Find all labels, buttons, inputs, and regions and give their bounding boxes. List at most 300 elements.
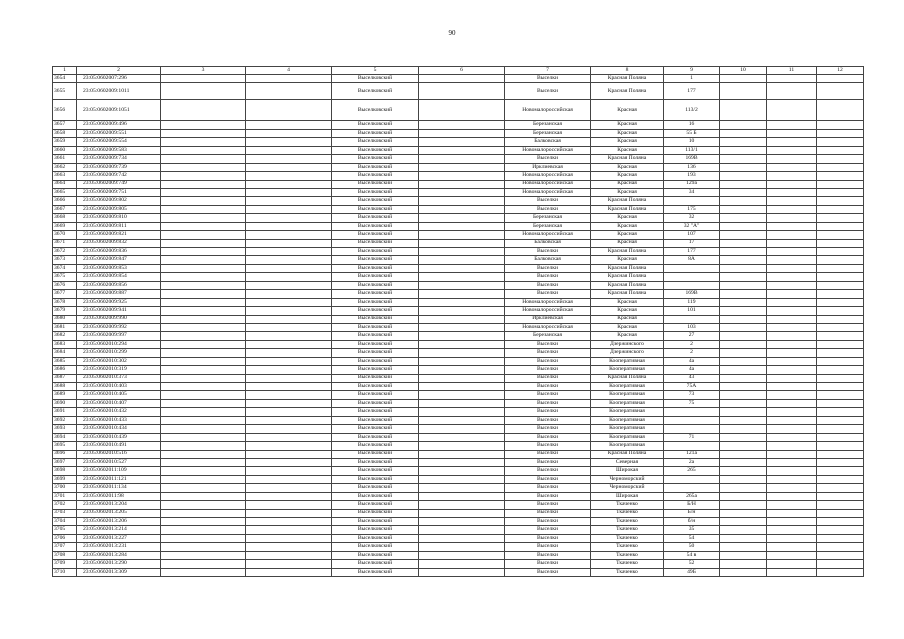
- table-cell: 23:05:0602010:405: [77, 391, 161, 399]
- table-cell: Выселки: [505, 399, 591, 407]
- table-cell: 71: [664, 433, 720, 441]
- table-cell: Кооперативная: [591, 425, 664, 433]
- table-cell: [664, 416, 720, 424]
- table-cell: [767, 205, 817, 213]
- table-cell: Черноморский: [591, 475, 664, 483]
- table-cell: Выселковский: [332, 290, 419, 298]
- table-cell: [720, 526, 767, 534]
- table-row: [53, 518, 864, 526]
- table-cell: [664, 264, 720, 272]
- table-row: [53, 543, 864, 551]
- table-cell: 23:05:0602013:206: [77, 518, 161, 526]
- table-cell: [419, 307, 505, 315]
- table-cell: [246, 290, 332, 298]
- table-cell: [246, 509, 332, 517]
- table-row: [53, 188, 864, 196]
- table-cell: Красная Поляна: [591, 197, 664, 205]
- table-cell: 169В: [664, 290, 720, 298]
- table-cell: Красная Поляна: [591, 281, 664, 289]
- table-cell: [720, 357, 767, 365]
- table-cell: Выселки: [505, 416, 591, 424]
- table-cell: Выселковский: [332, 366, 419, 374]
- table-cell: [161, 568, 246, 576]
- table-cell: Выселки: [505, 248, 591, 256]
- table-cell: Выселковский: [332, 163, 419, 171]
- table-cell: [246, 391, 332, 399]
- table-cell: [419, 484, 505, 492]
- table-cell: [817, 467, 864, 475]
- table-cell: [817, 458, 864, 466]
- table-cell: [767, 509, 817, 517]
- table-cell: 23:05:0602010:403: [77, 383, 161, 391]
- table-cell: [720, 425, 767, 433]
- table-cell: [161, 492, 246, 500]
- table-cell: 3701: [53, 492, 77, 500]
- table-cell: [817, 551, 864, 559]
- table-cell: Кооперативная: [591, 366, 664, 374]
- table-cell: [246, 332, 332, 340]
- table-cell: 3687: [53, 374, 77, 382]
- table-cell: 23:05:0602010:439: [77, 433, 161, 441]
- table-cell: [419, 534, 505, 542]
- table-cell: [817, 121, 864, 129]
- table-cell: [817, 416, 864, 424]
- table-cell: 23:05:0602009:887: [77, 290, 161, 298]
- table-cell: Выселки: [505, 281, 591, 289]
- table-cell: 3669: [53, 222, 77, 230]
- table-cell: [246, 349, 332, 357]
- table-cell: [720, 163, 767, 171]
- table-cell: [246, 366, 332, 374]
- table-row: [53, 172, 864, 180]
- table-cell: [664, 442, 720, 450]
- table-cell: [720, 374, 767, 382]
- table-cell: [767, 281, 817, 289]
- table-cell: [161, 501, 246, 509]
- table-cell: [419, 205, 505, 213]
- table-cell: Выселковский: [332, 442, 419, 450]
- table-cell: [767, 534, 817, 542]
- table-cell: Березанская: [505, 222, 591, 230]
- table-cell: [419, 458, 505, 466]
- table-cell: [817, 290, 864, 298]
- table-row: [53, 551, 864, 559]
- table-cell: [767, 239, 817, 247]
- table-cell: [767, 138, 817, 146]
- table-row: [53, 357, 864, 365]
- table-cell: [161, 509, 246, 517]
- table-cell: Березанская: [505, 121, 591, 129]
- table-cell: [767, 315, 817, 323]
- table-cell: [767, 560, 817, 568]
- table-cell: 23:05:0602009:832: [77, 239, 161, 247]
- table-row: [53, 315, 864, 323]
- table-cell: [161, 222, 246, 230]
- table-cell: [419, 264, 505, 272]
- table-cell: 3673: [53, 256, 77, 264]
- table-cell: 177: [664, 83, 720, 100]
- table-cell: 3654: [53, 75, 77, 83]
- table-cell: [419, 551, 505, 559]
- table-cell: 3684: [53, 349, 77, 357]
- table-row: [53, 399, 864, 407]
- table-cell: Выселки: [505, 450, 591, 458]
- table-cell: [817, 138, 864, 146]
- table-row: [53, 231, 864, 239]
- table-cell: 49Б: [664, 568, 720, 576]
- table-cell: 54 в: [664, 551, 720, 559]
- table-cell: [419, 509, 505, 517]
- table-row: [53, 366, 864, 374]
- table-cell: 3700: [53, 484, 77, 492]
- table-cell: [720, 492, 767, 500]
- table-cell: 3656: [53, 100, 77, 121]
- table-cell: Выселковский: [332, 248, 419, 256]
- table-cell: [767, 366, 817, 374]
- table-cell: Выселки: [505, 340, 591, 348]
- table-cell: [419, 501, 505, 509]
- table-cell: [817, 281, 864, 289]
- table-cell: Выселковский: [332, 349, 419, 357]
- table-cell: [817, 231, 864, 239]
- table-cell: 119: [664, 298, 720, 306]
- table-cell: [817, 100, 864, 121]
- table-cell: 23:05:0602009:997: [77, 332, 161, 340]
- table-cell: Выселки: [505, 264, 591, 272]
- table-cell: 3690: [53, 399, 77, 407]
- table-cell: [664, 408, 720, 416]
- table-cell: [664, 281, 720, 289]
- table-cell: [161, 560, 246, 568]
- table-cell: [419, 163, 505, 171]
- table-cell: [161, 315, 246, 323]
- table-cell: Выселковский: [332, 332, 419, 340]
- table-cell: [246, 425, 332, 433]
- table-cell: [419, 560, 505, 568]
- table-row: [53, 138, 864, 146]
- table-cell: Балковская: [505, 239, 591, 247]
- table-cell: [767, 273, 817, 281]
- table-cell: 3668: [53, 214, 77, 222]
- table-cell: 23:05:0602009:811: [77, 222, 161, 230]
- table-cell: [720, 323, 767, 331]
- table-cell: [161, 273, 246, 281]
- table-cell: [817, 264, 864, 272]
- table-cell: [720, 442, 767, 450]
- table-cell: [419, 146, 505, 154]
- table-cell: [419, 450, 505, 458]
- table-cell: Выселковский: [332, 534, 419, 542]
- table-cell: 3689: [53, 391, 77, 399]
- table-cell: 23:05:0602009:853: [77, 264, 161, 272]
- table-cell: 23:05:0602009:854: [77, 273, 161, 281]
- table-cell: Выселковский: [332, 492, 419, 500]
- table-cell: [161, 146, 246, 154]
- table-cell: 23:05:0602009:802: [77, 197, 161, 205]
- table-cell: [767, 450, 817, 458]
- table-cell: [817, 442, 864, 450]
- table-cell: [419, 442, 505, 450]
- table-cell: [720, 340, 767, 348]
- table-cell: [817, 383, 864, 391]
- table-cell: [161, 298, 246, 306]
- column-number-cell: 10: [720, 67, 767, 75]
- table-cell: [419, 374, 505, 382]
- table-cell: Выселковский: [332, 172, 419, 180]
- table-cell: 27: [664, 332, 720, 340]
- table-cell: 23:05:0602009:496: [77, 121, 161, 129]
- table-cell: 3680: [53, 315, 77, 323]
- table-cell: Кооперативная: [591, 416, 664, 424]
- table-cell: [767, 416, 817, 424]
- table-cell: [720, 408, 767, 416]
- table-cell: Красная Поляна: [591, 264, 664, 272]
- table-cell: [246, 248, 332, 256]
- table-cell: 1: [664, 75, 720, 83]
- table-cell: [767, 155, 817, 163]
- table-cell: Красная Поляна: [591, 248, 664, 256]
- table-cell: [817, 256, 864, 264]
- table-cell: 23:05:0602010:302: [77, 357, 161, 365]
- table-cell: Выселковский: [332, 543, 419, 551]
- table-cell: [817, 450, 864, 458]
- table-cell: 23:05:0602011:98: [77, 492, 161, 500]
- table-cell: [817, 484, 864, 492]
- table-cell: [161, 75, 246, 83]
- table-cell: [720, 264, 767, 272]
- table-cell: 3679: [53, 307, 77, 315]
- table-cell: [246, 155, 332, 163]
- table-cell: 3683: [53, 340, 77, 348]
- table-cell: [161, 408, 246, 416]
- table-cell: [246, 467, 332, 475]
- table-cell: Выселки: [505, 442, 591, 450]
- table-cell: [161, 383, 246, 391]
- table-cell: [419, 340, 505, 348]
- table-cell: Черноморский: [591, 484, 664, 492]
- table-cell: [246, 526, 332, 534]
- table-cell: Красная: [591, 323, 664, 331]
- table-cell: [161, 391, 246, 399]
- table-cell: Выселки: [505, 408, 591, 416]
- table-cell: [246, 408, 332, 416]
- table-cell: [246, 458, 332, 466]
- table-cell: [720, 416, 767, 424]
- table-cell: Выселковский: [332, 399, 419, 407]
- table-cell: Красная: [591, 121, 664, 129]
- table-cell: [720, 383, 767, 391]
- table-cell: [767, 121, 817, 129]
- table-cell: [246, 129, 332, 137]
- table-cell: [817, 214, 864, 222]
- table-cell: [767, 83, 817, 100]
- table-cell: Выселки: [505, 155, 591, 163]
- page-number: 90: [448, 29, 456, 37]
- table-cell: 3674: [53, 264, 77, 272]
- table-cell: [720, 315, 767, 323]
- table-cell: [767, 290, 817, 298]
- table-cell: [246, 231, 332, 239]
- table-cell: [767, 433, 817, 441]
- table-cell: [161, 264, 246, 272]
- table-cell: Выселки: [505, 568, 591, 576]
- table-cell: Выселковский: [332, 256, 419, 264]
- table-cell: [817, 509, 864, 517]
- table-cell: Выселки: [505, 551, 591, 559]
- table-cell: [817, 172, 864, 180]
- table-cell: 4а: [664, 357, 720, 365]
- table-cell: [419, 543, 505, 551]
- table-cell: 23:05:0602010:319: [77, 366, 161, 374]
- table-cell: Березанская: [505, 332, 591, 340]
- table-cell: Красная: [591, 298, 664, 306]
- table-cell: 34: [664, 188, 720, 196]
- table-cell: Ткаченко: [591, 518, 664, 526]
- table-cell: 23:05:0602009:1051: [77, 100, 161, 121]
- table-row: [53, 100, 864, 121]
- table-cell: 23:05:0602011:134: [77, 484, 161, 492]
- table-cell: Новомалороссийская: [505, 323, 591, 331]
- table-cell: [720, 214, 767, 222]
- table-cell: [720, 467, 767, 475]
- table-cell: 3698: [53, 467, 77, 475]
- table-row: [53, 340, 864, 348]
- table-cell: [246, 551, 332, 559]
- table-cell: [817, 163, 864, 171]
- table-cell: 3696: [53, 450, 77, 458]
- table-row: [53, 180, 864, 188]
- table-cell: Новомалороссийская: [505, 146, 591, 154]
- table-row: [53, 290, 864, 298]
- table-cell: [767, 467, 817, 475]
- table-cell: [419, 492, 505, 500]
- table-cell: Выселковский: [332, 501, 419, 509]
- table-cell: [246, 121, 332, 129]
- table-cell: [161, 425, 246, 433]
- table-cell: 23:05:0602010:299: [77, 349, 161, 357]
- table-cell: [664, 197, 720, 205]
- table-cell: [246, 172, 332, 180]
- table-cell: Красная: [591, 307, 664, 315]
- table-row: [53, 307, 864, 315]
- table-cell: [161, 433, 246, 441]
- table-cell: [161, 450, 246, 458]
- table-cell: Красная: [591, 332, 664, 340]
- table-cell: [246, 264, 332, 272]
- table-cell: Выселковский: [332, 458, 419, 466]
- table-cell: [161, 332, 246, 340]
- table-cell: Выселки: [505, 543, 591, 551]
- table-cell: 32 "А": [664, 222, 720, 230]
- table-cell: Выселковский: [332, 408, 419, 416]
- column-number-cell: 6: [419, 67, 505, 75]
- table-cell: 3667: [53, 205, 77, 213]
- table-cell: [767, 458, 817, 466]
- table-cell: Выселковский: [332, 551, 419, 559]
- table-cell: Выселковский: [332, 138, 419, 146]
- table-row: [53, 281, 864, 289]
- table-cell: Красная Поляна: [591, 273, 664, 281]
- table-cell: 3660: [53, 146, 77, 154]
- table-cell: [419, 383, 505, 391]
- table-cell: [817, 340, 864, 348]
- table-cell: Выселковский: [332, 264, 419, 272]
- table-cell: Северная: [591, 458, 664, 466]
- table-cell: [817, 433, 864, 441]
- table-cell: Кооперативная: [591, 408, 664, 416]
- table-row: [53, 442, 864, 450]
- table-cell: 3655: [53, 83, 77, 100]
- table-cell: 23:05:0602013:227: [77, 534, 161, 542]
- table-cell: [161, 551, 246, 559]
- table-row: [53, 222, 864, 230]
- table-cell: 23:05:0602010:491: [77, 442, 161, 450]
- table-cell: 169В: [664, 155, 720, 163]
- table-cell: Выселковский: [332, 231, 419, 239]
- table-cell: [161, 467, 246, 475]
- table-cell: [419, 425, 505, 433]
- table-cell: Выселковский: [332, 391, 419, 399]
- table-cell: [664, 425, 720, 433]
- table-row: [53, 75, 864, 83]
- table-cell: Выселковский: [332, 467, 419, 475]
- table-cell: [817, 568, 864, 576]
- column-number-cell: 7: [505, 67, 591, 75]
- table-cell: [817, 349, 864, 357]
- table-cell: Широкая: [591, 467, 664, 475]
- table-cell: [246, 323, 332, 331]
- table-cell: 3686: [53, 366, 77, 374]
- table-row: [53, 374, 864, 382]
- table-cell: Выселковский: [332, 518, 419, 526]
- table-cell: Дзержинского: [591, 349, 664, 357]
- table-cell: Красная Поляна: [591, 205, 664, 213]
- table-cell: 23:05:0602011:109: [77, 467, 161, 475]
- table-cell: [720, 551, 767, 559]
- table-row: [53, 155, 864, 163]
- table-cell: [767, 492, 817, 500]
- table-cell: Выселковский: [332, 323, 419, 331]
- column-number-cell: 8: [591, 67, 664, 75]
- table-cell: [419, 467, 505, 475]
- table-cell: [246, 475, 332, 483]
- table-cell: [720, 248, 767, 256]
- table-cell: Ткаченко: [591, 526, 664, 534]
- table-cell: [720, 475, 767, 483]
- table-cell: [720, 298, 767, 306]
- table-cell: [767, 399, 817, 407]
- table-cell: 265: [664, 467, 720, 475]
- table-cell: [246, 383, 332, 391]
- table-row: [53, 526, 864, 534]
- table-cell: [161, 442, 246, 450]
- table-cell: [246, 256, 332, 264]
- table-cell: Ирклиевская: [505, 163, 591, 171]
- table-cell: Выселки: [505, 526, 591, 534]
- table-cell: [767, 425, 817, 433]
- table-cell: [767, 442, 817, 450]
- table-cell: [419, 315, 505, 323]
- table-cell: 23:05:0602009:742: [77, 172, 161, 180]
- table-cell: [817, 425, 864, 433]
- table-cell: [767, 231, 817, 239]
- table-cell: 75: [664, 399, 720, 407]
- table-cell: Выселковский: [332, 298, 419, 306]
- table-row: [53, 501, 864, 509]
- table-cell: [419, 273, 505, 281]
- table-cell: [419, 188, 505, 196]
- table-cell: Выселковский: [332, 129, 419, 137]
